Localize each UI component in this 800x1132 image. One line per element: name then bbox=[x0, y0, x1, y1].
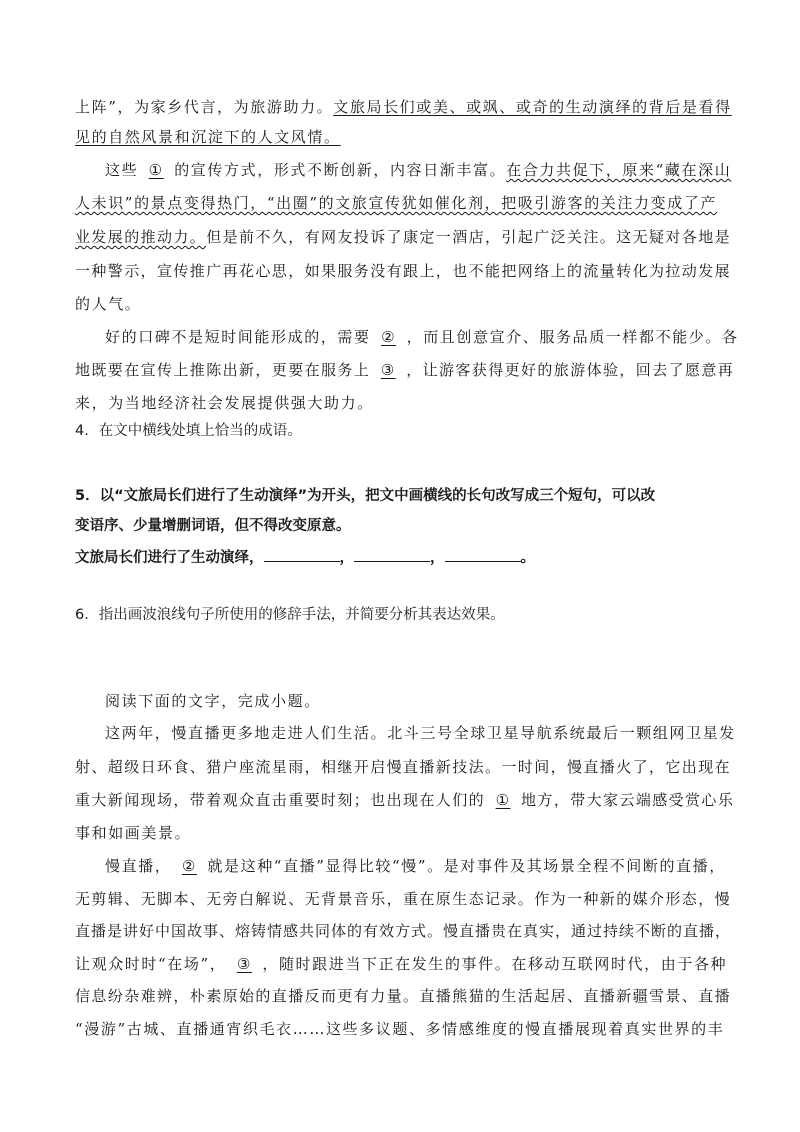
answer-blank-2[interactable] bbox=[354, 545, 430, 562]
passage2-text: 让观众时时“在场”， bbox=[75, 955, 227, 973]
passage1-text: 的人气。 bbox=[75, 295, 142, 313]
passage2-text: 地方，带大家云端感受赏心乐 bbox=[521, 791, 735, 809]
blank-2[interactable]: ② bbox=[381, 328, 397, 346]
passage1-line-4 bbox=[75, 192, 735, 214]
punctuation: ， bbox=[430, 550, 445, 566]
passage1-line-6 bbox=[75, 260, 735, 282]
passage2-text: 信息纷杂难辨，朴素原始的直播反而更有力量。直播熊猫的生活起居、直播新疆雪景、直播 bbox=[75, 987, 732, 1005]
passage2-text: ，随时跟进当下正在发生的事件。在移动互联网时代，由于各种 bbox=[262, 955, 728, 973]
passage2-text: 慢直播， bbox=[105, 857, 172, 875]
answer-blank-3[interactable] bbox=[445, 545, 521, 562]
question-4 bbox=[75, 420, 735, 442]
passage1-text: 上阵”，为家乡代言，为旅游助力。 bbox=[75, 98, 334, 116]
passage2-line-3 bbox=[75, 789, 735, 811]
answer-blank-1[interactable] bbox=[264, 545, 340, 562]
passage2-line-6 bbox=[75, 888, 735, 910]
passage1-text: 来，为当地经济社会发展提供强大助力。 bbox=[75, 394, 374, 412]
passage2-line-10 bbox=[75, 1018, 735, 1040]
passage1-line-7 bbox=[75, 293, 735, 315]
punctuation: 。 bbox=[520, 550, 535, 566]
blank-2[interactable]: ② bbox=[181, 857, 197, 875]
wavy-sentence: 在合力共促下，原来“藏在深山 bbox=[506, 161, 732, 179]
passage2-line-7 bbox=[75, 920, 735, 942]
passage1-line-8 bbox=[105, 326, 765, 348]
underlined-long-sentence-end: 见的自然风景和沉淀下的人文风情。 bbox=[75, 128, 341, 146]
passage2-text: 直播是讲好中国故事、熔铸情感共同体的有效方式。慢直播贵在真实，通过持续不断的直播， bbox=[75, 922, 732, 940]
passage1-text: ，而且创意宣介、服务品质一样都不能少。各 bbox=[406, 328, 739, 346]
passage1-line-2 bbox=[75, 126, 735, 148]
blank-1[interactable]: ① bbox=[148, 161, 164, 179]
passage2-text: 事和如画美景。 bbox=[75, 824, 192, 842]
question-text: 4．在文中横线处填上恰当的成语。 bbox=[75, 423, 302, 439]
passage2-text: 无剪辑、无脚本、无旁白解说、无背景音乐，重在原生态记录。作为一种新的媒介形态，慢 bbox=[75, 890, 732, 908]
passage1-text: 好的口碑不是短时间能形成的，需要 bbox=[105, 328, 371, 346]
passage2-line-1 bbox=[105, 722, 765, 744]
passage1-text: 这些 bbox=[105, 161, 139, 179]
passage1-line-5 bbox=[75, 226, 735, 248]
passage1-text: 但是前不久，有网友投诉了康定一酒店，引起广泛关注。这无疑对各地是 bbox=[206, 228, 732, 246]
answer-prefix: 文旅局长们进行了生动演绎， bbox=[75, 550, 264, 566]
passage1-text: 一种警示，宣传推广再花心思，如果服务没有跟上，也不能把网络上的流量转化为拉动发展 bbox=[75, 262, 732, 280]
question-5-line-2 bbox=[75, 515, 735, 537]
passage2-line-8 bbox=[75, 953, 735, 975]
passage2-line-9 bbox=[75, 985, 735, 1007]
passage2-intro bbox=[105, 690, 765, 712]
blank-3[interactable]: ③ bbox=[380, 361, 396, 379]
question-text: 5．以“文旅局长们进行了生动演绎”为开头，把文中画横线的长句改写成三个短句，可以改 bbox=[75, 488, 656, 504]
wavy-sentence-end: 业发展的推动力。 bbox=[75, 228, 207, 246]
question-5-answer-line bbox=[75, 545, 735, 569]
question-text: 6．指出画波浪线句子所使用的修辞手法，并简要分析其表达效果。 bbox=[75, 607, 505, 623]
wavy-sentence: 人未识”的景点变得热门，“出圈”的文旅宣传犹如催化剂，把吸引游客的关注力变成了产 bbox=[75, 194, 718, 212]
passage2-line-2 bbox=[75, 756, 735, 778]
blank-1[interactable]: ① bbox=[495, 791, 511, 809]
punctuation: ， bbox=[339, 550, 354, 566]
underlined-long-sentence: 文旅局长们或美、或飒、或奇的生动演绎的背后是看得 bbox=[333, 98, 732, 116]
passage1-line-10 bbox=[75, 392, 735, 414]
passage2-text: “漫游”古城、直播通宵织毛衣……这些多议题、多情感维度的慢直播展现着真实世界的丰 bbox=[75, 1020, 725, 1038]
passage1-line-1 bbox=[75, 96, 735, 118]
passage2-text: 射、超级日环食、猎户座流星雨，相继开启慢直播新技法。一时间，慢直播火了，它出现在 bbox=[75, 758, 732, 776]
question-5-line-1 bbox=[75, 485, 735, 507]
passage1-line-3 bbox=[105, 159, 765, 181]
passage1-text: 的宣传方式，形式不断创新，内容日渐丰富。 bbox=[174, 161, 507, 179]
passage1-text: ，让游客获得更好的旅游体验，回去了愿意再 bbox=[406, 361, 735, 379]
instruction-text: 阅读下面的文字，完成小题。 bbox=[105, 692, 321, 710]
question-text: 变语序、少量增删词语，但不得改变原意。 bbox=[75, 518, 351, 534]
passage1-line-9 bbox=[75, 359, 735, 381]
passage1-text: 地既要在宣传上推陈出新，更要在服务上 bbox=[75, 361, 371, 379]
question-6 bbox=[75, 604, 735, 626]
passage2-text: 重大新闻现场，带着观众直击重要时刻；也出现在人们的 bbox=[75, 791, 486, 809]
blank-3[interactable]: ③ bbox=[236, 955, 252, 973]
passage2-line-4 bbox=[75, 822, 735, 844]
passage2-text: 就是这种“直播”显得比较“慢”。是对事件及其场景全程不间断的直播， bbox=[207, 857, 726, 875]
passage2-text: 这两年，慢直播更多地走进人们生活。北斗三号全球卫星导航系统最后一颗组网卫星发 bbox=[105, 724, 736, 742]
passage2-line-5 bbox=[105, 855, 765, 877]
